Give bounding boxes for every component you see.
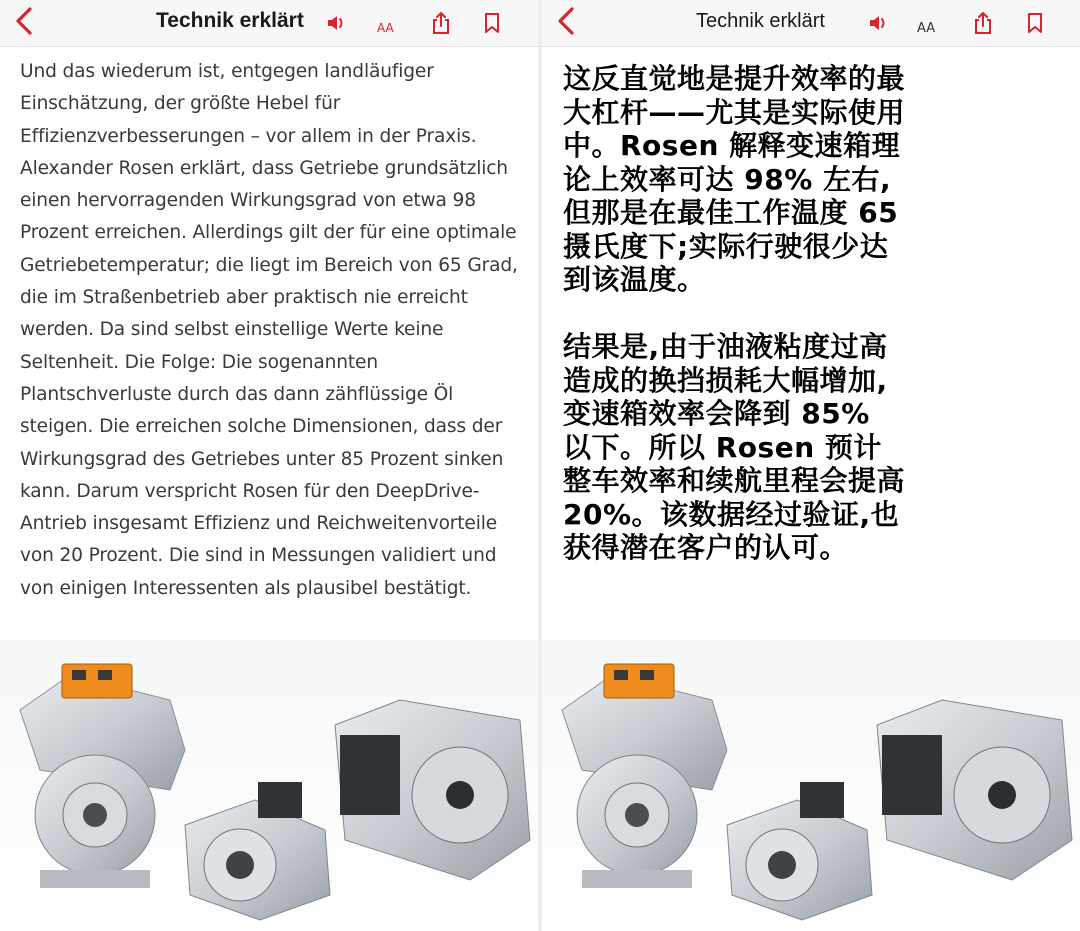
- speaker-icon: [326, 13, 348, 33]
- text-size-button[interactable]: [916, 12, 942, 38]
- bookmark-button[interactable]: [479, 10, 505, 36]
- share-icon: [973, 11, 993, 35]
- article-text-zh: [563, 62, 908, 565]
- article-paragraph-de: Und das wiederum ist, entgegen landläufiger Einschätzung, der größte Hebel für Effizienzverbesserungen – vor allem in der Praxis. Alexander Rosen erklärt, dass Getriebe grundsätzlich einen hervorragenden Wirkungsgrad von etwa 98 Prozent erreichen. Allerdings gilt der für eine optimale Getriebetemperatur; die liegt im Bereich von 65 Grad, die im Straßenbetrieb aber praktisch nie erreicht werden. Da sind selbst einstellige Werte keine Seltenheit. Die Folge: Die sogenannten Plantschverluste durch das dann zähflüssige Öl steigen. Die erreichen solche Dimensionen, dass der Wirkungsgrad des Getriebes unter 85 Prozent sinken kann. Darum verspricht Rosen für den DeepDrive-Antrieb insgesamt Effizienz und Reichweitenvorteile von 20 Prozent. Die sind in Messungen validiert und von einigen Interessenten als plausibel bestätigt.: [20, 61, 518, 599]
- nav-title: Technik erklärt: [156, 9, 304, 32]
- navbar: [542, 0, 1080, 47]
- speaker-button[interactable]: [866, 10, 892, 36]
- text-size-button[interactable]: [376, 12, 402, 38]
- bookmark-button[interactable]: [1022, 10, 1048, 36]
- text-size-glyph-small: AA: [917, 21, 936, 35]
- chevron-left-icon: [556, 7, 576, 35]
- chevron-left-icon: [14, 7, 34, 35]
- text-size-icon: [916, 15, 942, 35]
- speaker-icon: [868, 13, 890, 33]
- article-paragraph-zh-2: 结果是,由于油液粘度过高造成的换挡损耗大幅增加,变速箱效率会降到 85% 以下。所以 Rosen 预计整车效率和续航里程会提高 20%。该数据经过验证,也获得潜在客户的认可。: [563, 330, 906, 564]
- share-button[interactable]: [428, 10, 454, 36]
- back-button[interactable]: [556, 7, 578, 37]
- motor-units-photo: [0, 640, 538, 931]
- bookmark-icon: [484, 12, 500, 34]
- left-pane: [0, 0, 538, 931]
- motor-units-photo: [542, 640, 1080, 931]
- right-pane: [542, 0, 1080, 931]
- navbar: [0, 0, 538, 47]
- nav-title: Technik erklärt: [696, 10, 825, 32]
- text-size-glyph-small: AA: [377, 21, 394, 35]
- bookmark-icon: [1027, 12, 1043, 34]
- share-button[interactable]: [970, 10, 996, 36]
- speaker-button[interactable]: [324, 10, 350, 36]
- back-button[interactable]: [14, 7, 36, 37]
- text-size-icon: [376, 15, 402, 35]
- article-paragraph-zh-1: 这反直觉地是提升效率的最大杠杆——尤其是实际使用中。Rosen 解释变速箱理论上效率可达 98% 左右,但那是在最佳工作温度 65 摄氏度下;实际行驶很少达到该温度。: [563, 62, 906, 296]
- share-icon: [431, 11, 451, 35]
